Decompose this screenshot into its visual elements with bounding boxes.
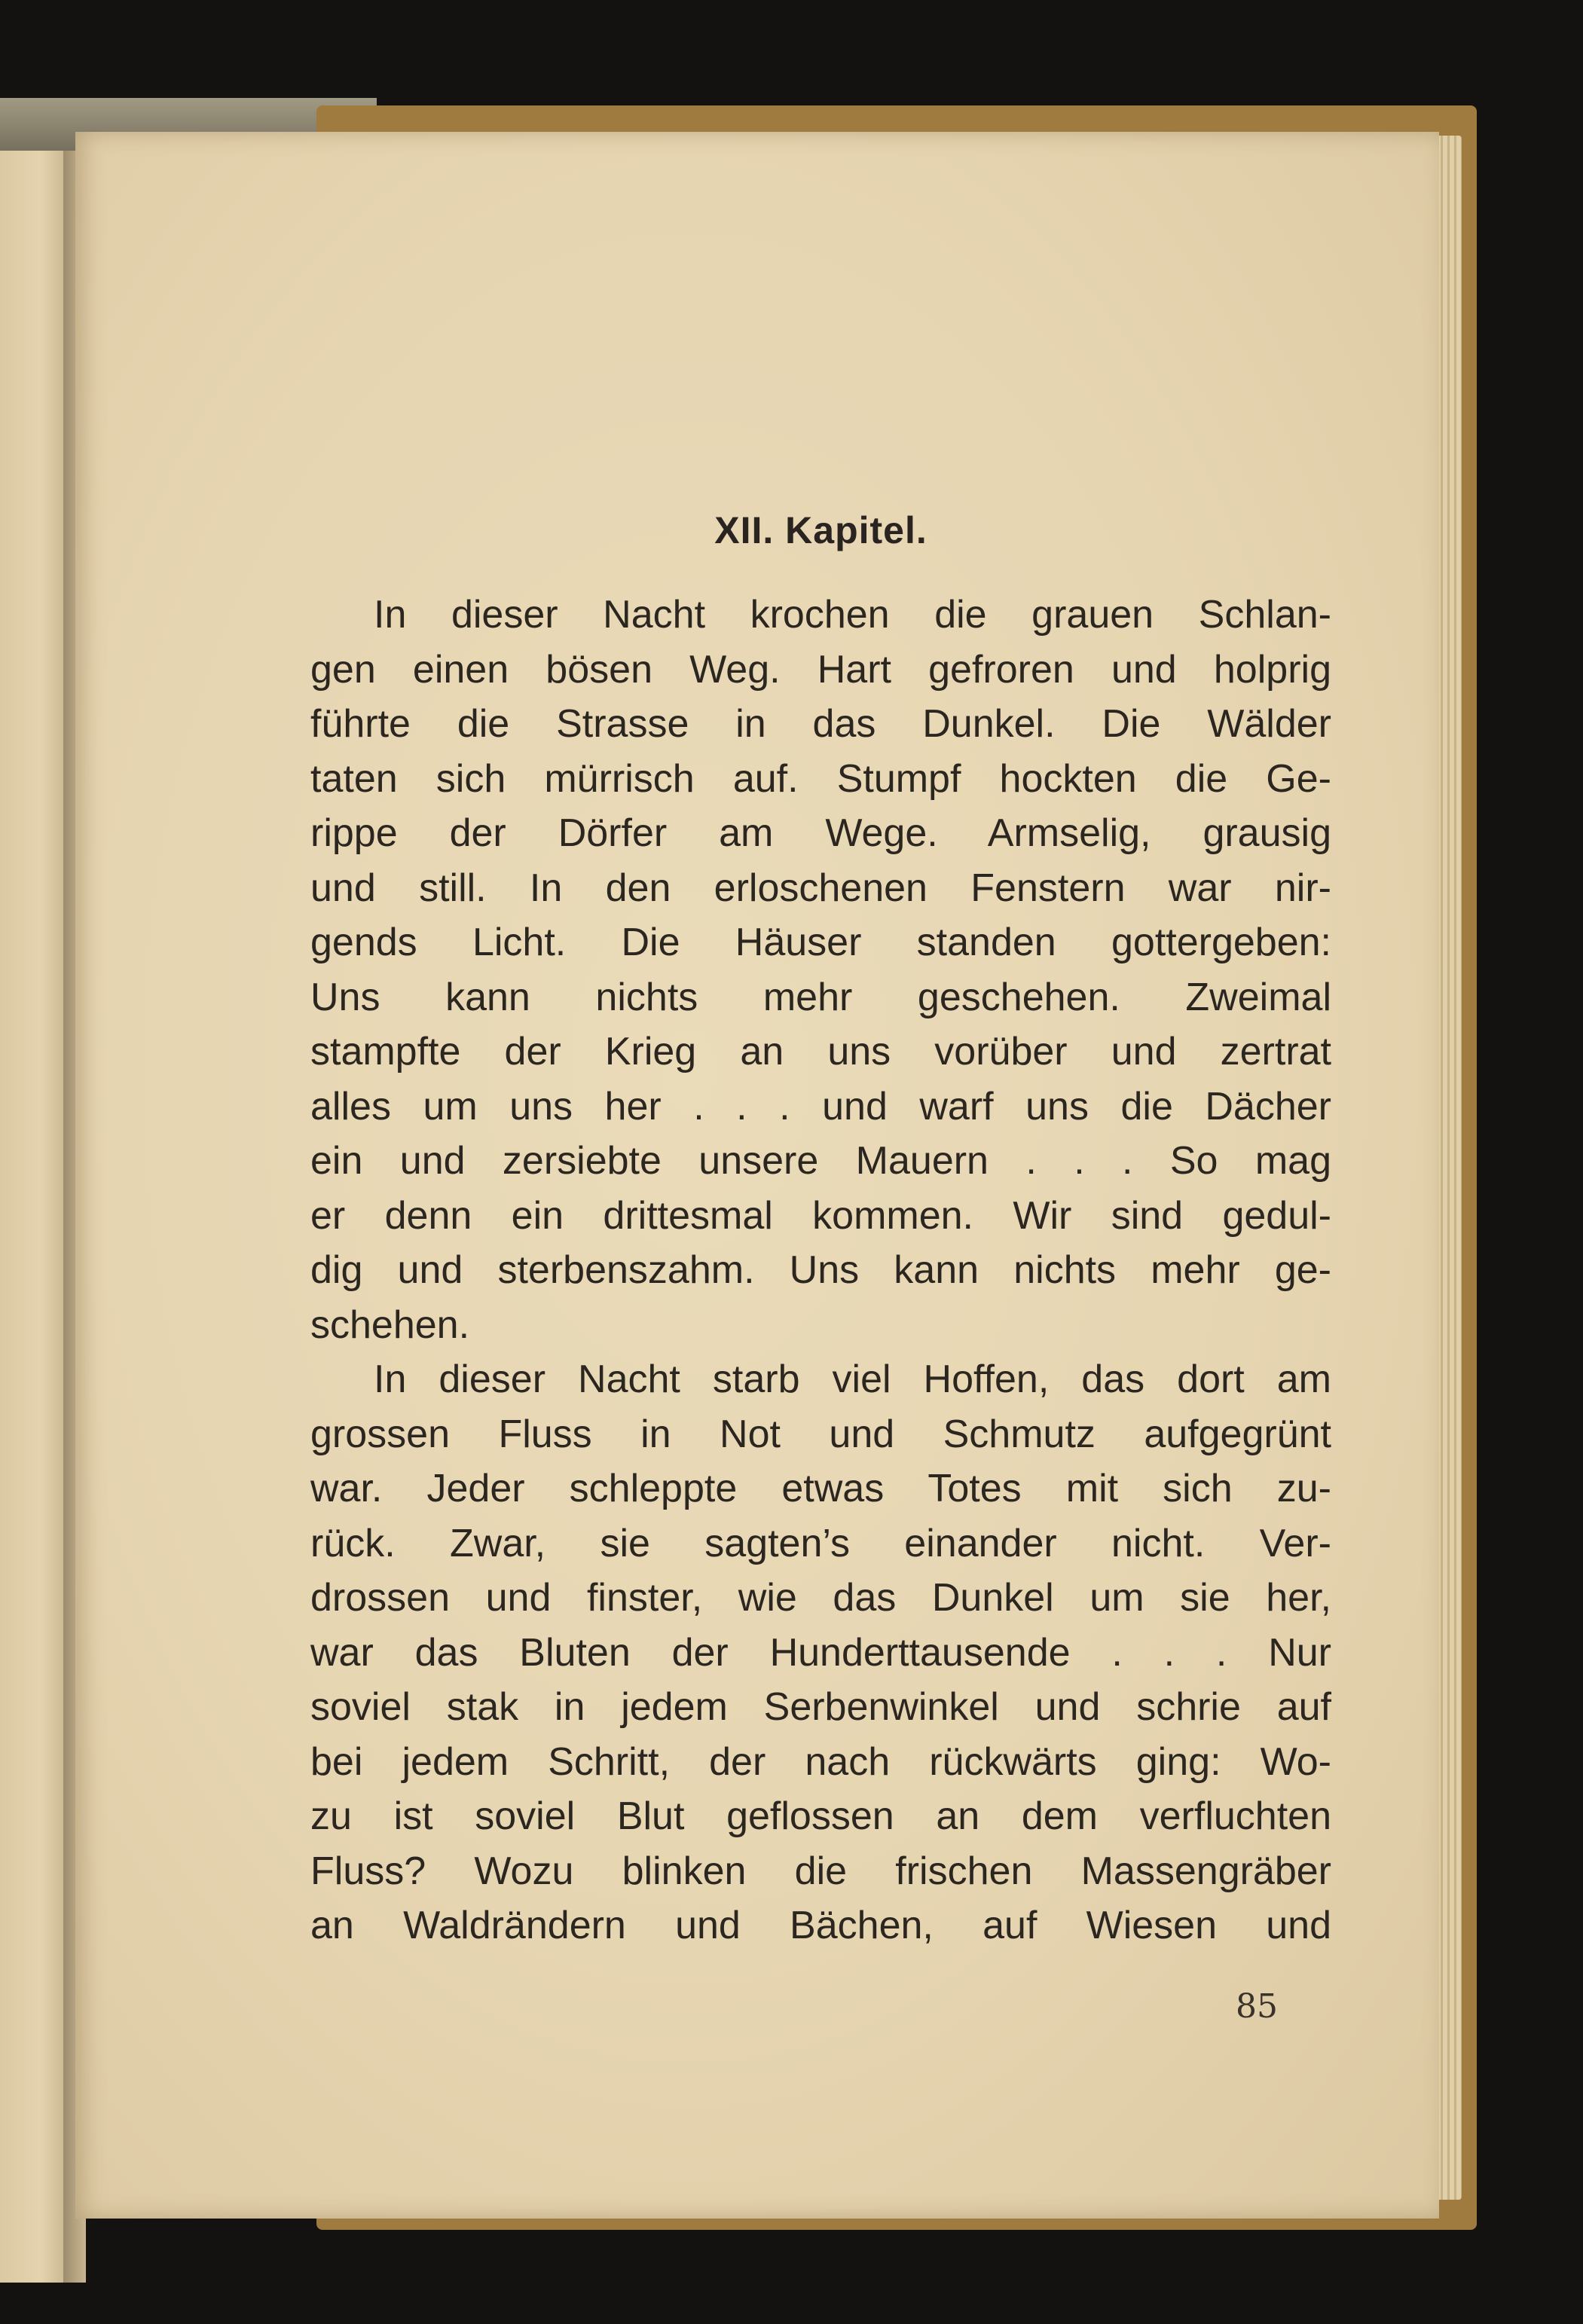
- text-line: und still. In den erloschenen Fenstern war nir-: [310, 866, 1331, 910]
- text-line: zu ist soviel Blut geflossen an dem verfluchten: [310, 1794, 1331, 1838]
- text-line: rippe der Dörfer am Wege. Armselig, grausig: [310, 811, 1331, 855]
- text-line: gends Licht. Die Häuser standen gottergeben:: [310, 921, 1331, 964]
- book-page: [75, 132, 1439, 2219]
- text-line: er denn ein drittesmal kommen. Wir sind gedul-: [310, 1193, 1331, 1238]
- text-line: dig und sterbenszahm. Uns kann nichts mehr ge-: [310, 1248, 1331, 1292]
- text-line: führte die Strasse in das Dunkel. Die Wälder: [310, 702, 1331, 746]
- text-line: In dieser Nacht krochen die grauen Schlan-: [374, 593, 1331, 637]
- left-facing-page: [0, 151, 68, 2283]
- text-line: an Waldrändern und Bächen, auf Wiesen und: [310, 1904, 1331, 1947]
- text-line: war. Jeder schleppte etwas Totes mit sich zu-: [310, 1467, 1331, 1510]
- text-line: rück. Zwar, sie sagten’s einander nicht. Ver-: [310, 1521, 1331, 1565]
- text-line: Fluss? Wozu blinken die frischen Massengräber: [310, 1849, 1331, 1893]
- chapter-title: XII. Kapitel.: [714, 509, 927, 551]
- text-line: bei jedem Schritt, der nach rückwärts ging: Wo-: [310, 1739, 1331, 1784]
- text-line: grossen Fluss in Not und Schmutz aufgegrünt: [310, 1412, 1331, 1456]
- text-line: taten sich mürrisch auf. Stumpf hockten die Ge-: [310, 756, 1331, 801]
- text-line: Uns kann nichts mehr geschehen. Zweimal: [310, 975, 1331, 1019]
- text-line: In dieser Nacht starb viel Hoffen, das dort am: [374, 1357, 1331, 1401]
- text-line: war das Bluten der Hunderttausende . . . Nur: [310, 1630, 1331, 1675]
- body-text: [310, 588, 1331, 1953]
- text-line: alles um uns her . . . und warf uns die Dächer: [310, 1084, 1331, 1128]
- page-number: 85: [1236, 1987, 1278, 2026]
- text-line: soviel stak in jedem Serbenwinkel und schrie auf: [310, 1685, 1331, 1729]
- text-line: drossen und finster, wie das Dunkel um sie her,: [310, 1576, 1331, 1620]
- text-line: schehen.: [310, 1302, 470, 1347]
- text-line: stampfte der Krieg an uns vorüber und zertrat: [310, 1030, 1331, 1073]
- text-line: gen einen bösen Weg. Hart gefroren und holprig: [310, 647, 1331, 692]
- text-line: ein und zersiebte unsere Mauern . . . So mag: [310, 1139, 1331, 1183]
